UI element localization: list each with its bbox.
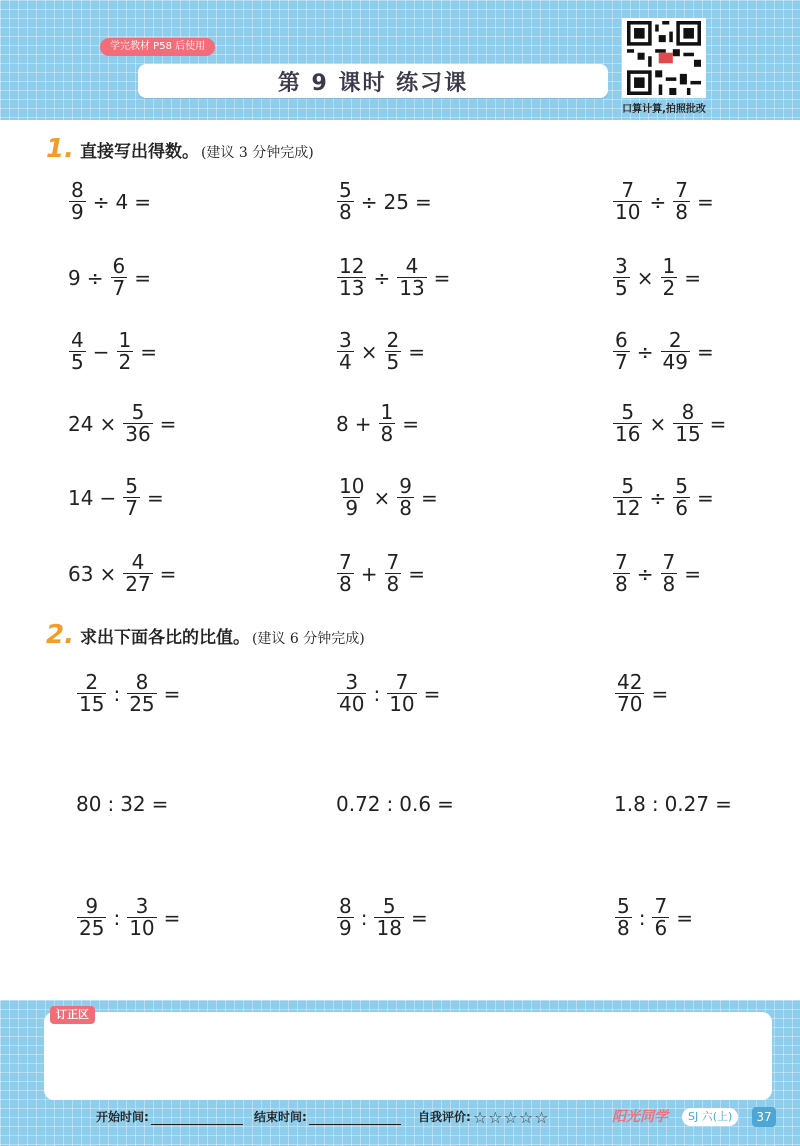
operator: + bbox=[360, 561, 378, 586]
end-time-label: 结束时间: bbox=[254, 1110, 307, 1124]
denominator: 5 bbox=[71, 350, 84, 374]
problem-item bbox=[66, 256, 155, 299]
fraction bbox=[661, 330, 690, 373]
numerator: 4 bbox=[131, 550, 145, 574]
operator: : bbox=[113, 681, 121, 706]
fraction bbox=[127, 896, 156, 939]
operator: ÷ bbox=[649, 485, 667, 510]
fraction bbox=[613, 180, 642, 223]
numerator: 7 bbox=[386, 550, 400, 574]
numerator: 5 bbox=[617, 894, 630, 918]
numerator: 5 bbox=[131, 400, 145, 424]
number: 0.6 bbox=[399, 792, 432, 816]
operator: = bbox=[134, 265, 151, 290]
number: 4 bbox=[115, 189, 129, 214]
section-2-title: 求出下面各比的比值。 bbox=[79, 628, 250, 648]
operator: × bbox=[99, 411, 117, 436]
denominator: 70 bbox=[617, 692, 643, 716]
operator: × bbox=[636, 265, 654, 290]
numerator: 5 bbox=[675, 474, 688, 498]
operator: ÷ bbox=[636, 339, 654, 364]
numerator: 7 bbox=[615, 550, 628, 574]
operator: × bbox=[360, 339, 378, 364]
operator: = bbox=[696, 339, 714, 364]
denominator: 7 bbox=[615, 350, 628, 374]
operator: = bbox=[709, 411, 727, 436]
problem-item bbox=[610, 180, 718, 223]
fraction bbox=[337, 330, 354, 373]
denominator: 9 bbox=[71, 200, 84, 224]
operator: = bbox=[684, 561, 701, 586]
operator: ÷ bbox=[636, 561, 654, 586]
denominator: 2 bbox=[662, 276, 676, 300]
section-1-note: (建议 3 分钟完成) bbox=[200, 145, 314, 161]
problem-item bbox=[74, 896, 184, 939]
operator: : bbox=[373, 681, 381, 706]
problem-item bbox=[66, 552, 180, 595]
numerator: 7 bbox=[621, 178, 635, 202]
operator: = bbox=[159, 561, 177, 586]
problem-item bbox=[610, 256, 705, 299]
numerator: 5 bbox=[621, 400, 635, 424]
fraction bbox=[337, 672, 366, 715]
qr-caption: 口算计算,拍照批改 bbox=[622, 104, 706, 115]
operator: = bbox=[437, 792, 454, 816]
denominator: 25 bbox=[129, 692, 155, 716]
number: 25 bbox=[383, 189, 409, 214]
number: 9 bbox=[68, 265, 81, 290]
denominator: 8 bbox=[662, 572, 676, 596]
brand-logo: 阳光同学 bbox=[612, 1109, 668, 1125]
problem-item bbox=[612, 896, 697, 939]
problem-item bbox=[610, 552, 705, 595]
fraction bbox=[661, 552, 678, 595]
denominator: 8 bbox=[617, 916, 630, 940]
grade-badge: SJ 六(上) bbox=[682, 1108, 738, 1126]
fraction bbox=[613, 552, 630, 595]
denominator: 7 bbox=[125, 496, 138, 520]
numerator: 7 bbox=[654, 894, 668, 918]
number: 0.27 bbox=[664, 792, 710, 816]
numerator: 9 bbox=[85, 894, 99, 918]
self-evaluation-label: 自我评价: bbox=[418, 1110, 471, 1124]
fraction bbox=[337, 256, 366, 299]
qr-code-icon bbox=[625, 21, 703, 95]
section-2-number: 2. bbox=[46, 620, 74, 650]
operator: ÷ bbox=[86, 265, 104, 290]
problem-item bbox=[334, 402, 423, 445]
fraction bbox=[123, 402, 152, 445]
fraction bbox=[379, 402, 396, 445]
denominator: 8 bbox=[386, 572, 400, 596]
fraction bbox=[397, 256, 426, 299]
fraction bbox=[613, 402, 642, 445]
fraction bbox=[387, 672, 416, 715]
fraction bbox=[661, 256, 678, 299]
denominator: 8 bbox=[339, 572, 352, 596]
usage-tag: 学完教材 P58 后使用 bbox=[100, 38, 215, 56]
operator: = bbox=[684, 265, 701, 290]
fraction bbox=[337, 896, 354, 939]
fraction bbox=[337, 476, 366, 519]
operator: : bbox=[107, 792, 115, 816]
section-2-note: (建议 6 分钟完成) bbox=[251, 631, 365, 647]
operator: ÷ bbox=[373, 265, 391, 290]
fraction bbox=[69, 330, 86, 373]
operator: = bbox=[676, 905, 693, 930]
number: 32 bbox=[120, 792, 146, 816]
denominator: 8 bbox=[399, 496, 412, 520]
numerator: 5 bbox=[125, 474, 138, 498]
fraction bbox=[69, 180, 86, 223]
numerator: 1 bbox=[380, 400, 394, 424]
numerator: 8 bbox=[681, 400, 695, 424]
problem-item bbox=[74, 672, 184, 715]
start-time-label: 开始时间: bbox=[96, 1110, 149, 1124]
denominator: 13 bbox=[399, 276, 425, 300]
numerator: 10 bbox=[339, 474, 365, 498]
numerator: 7 bbox=[339, 550, 352, 574]
numerator: 3 bbox=[345, 670, 359, 694]
numerator: 2 bbox=[386, 328, 400, 352]
operator: × bbox=[373, 485, 391, 510]
operator: : bbox=[113, 905, 121, 930]
operator: : bbox=[386, 792, 394, 816]
fraction bbox=[111, 256, 128, 299]
problem-item bbox=[610, 402, 730, 445]
operator: + bbox=[354, 411, 372, 436]
problem-item bbox=[74, 792, 172, 816]
denominator: 16 bbox=[615, 422, 641, 446]
operator: ÷ bbox=[92, 189, 110, 214]
operator: = bbox=[715, 792, 732, 816]
problem-item bbox=[334, 256, 454, 299]
rating-stars-icon[interactable]: ☆☆☆☆☆ bbox=[472, 1108, 550, 1127]
operator: = bbox=[163, 681, 181, 706]
problem-item bbox=[334, 896, 432, 939]
correction-label: 订正区 bbox=[50, 1006, 95, 1024]
operator: ÷ bbox=[649, 189, 667, 214]
denominator: 12 bbox=[615, 496, 641, 520]
fraction bbox=[613, 476, 642, 519]
denominator: 2 bbox=[118, 350, 132, 374]
number: 63 bbox=[68, 561, 94, 586]
numerator: 6 bbox=[112, 254, 126, 278]
denominator: 13 bbox=[339, 276, 365, 300]
fraction bbox=[337, 180, 354, 223]
fraction bbox=[123, 552, 152, 595]
fraction bbox=[673, 180, 690, 223]
operator: : bbox=[638, 905, 646, 930]
section-1-heading bbox=[46, 134, 314, 164]
numerator: 42 bbox=[617, 670, 643, 694]
section-1-title: 直接写出得数。 bbox=[79, 142, 199, 162]
fraction bbox=[77, 672, 106, 715]
numerator: 9 bbox=[399, 474, 412, 498]
fraction bbox=[652, 896, 669, 939]
fraction bbox=[397, 476, 414, 519]
numerator: 2 bbox=[668, 328, 682, 352]
operator: ÷ bbox=[360, 189, 378, 214]
problem-item bbox=[66, 180, 155, 223]
operator: × bbox=[649, 411, 667, 436]
fraction bbox=[385, 552, 402, 595]
problem-item bbox=[612, 672, 672, 715]
problem-item bbox=[334, 180, 436, 223]
operator: = bbox=[651, 681, 669, 706]
denominator: 18 bbox=[376, 916, 402, 940]
title-bar bbox=[138, 64, 608, 98]
denominator: 15 bbox=[79, 692, 105, 716]
denominator: 8 bbox=[675, 200, 688, 224]
operator: = bbox=[696, 485, 714, 510]
problem-item bbox=[612, 792, 736, 816]
fraction bbox=[337, 552, 354, 595]
numerator: 5 bbox=[382, 894, 396, 918]
denominator: 8 bbox=[615, 572, 628, 596]
number: 0.72 bbox=[336, 792, 381, 816]
operator: = bbox=[408, 561, 425, 586]
fraction bbox=[613, 330, 630, 373]
number: 1.8 bbox=[614, 792, 646, 816]
number: 80 bbox=[76, 792, 102, 816]
denominator: 10 bbox=[389, 692, 415, 716]
problem-item bbox=[66, 330, 161, 373]
end-time bbox=[254, 1108, 401, 1125]
denominator: 9 bbox=[345, 496, 359, 520]
operator: = bbox=[140, 339, 157, 364]
fraction bbox=[127, 672, 156, 715]
denominator: 9 bbox=[339, 916, 352, 940]
denominator: 25 bbox=[79, 916, 105, 940]
problem-item bbox=[66, 476, 168, 519]
numerator: 8 bbox=[135, 670, 149, 694]
numerator: 5 bbox=[339, 178, 352, 202]
operator: = bbox=[408, 339, 425, 364]
denominator: 6 bbox=[675, 496, 688, 520]
numerator: 4 bbox=[71, 328, 84, 352]
problem-item bbox=[334, 330, 429, 373]
numerator: 4 bbox=[405, 254, 419, 278]
fraction bbox=[615, 896, 632, 939]
operator: = bbox=[423, 681, 441, 706]
qr-code[interactable] bbox=[622, 18, 706, 98]
section-1-number: 1. bbox=[46, 134, 74, 164]
section-2-heading bbox=[46, 620, 365, 650]
denominator: 10 bbox=[129, 916, 155, 940]
page-title: 第 9 课时 练习课 bbox=[277, 70, 469, 96]
operator: × bbox=[99, 561, 117, 586]
numerator: 6 bbox=[615, 328, 628, 352]
number: 8 bbox=[336, 411, 349, 436]
operator: : bbox=[651, 792, 659, 816]
denominator: 8 bbox=[339, 200, 352, 224]
operator: = bbox=[414, 189, 432, 214]
fraction bbox=[613, 256, 630, 299]
problem-item bbox=[334, 552, 429, 595]
denominator: 15 bbox=[675, 422, 701, 446]
operator: : bbox=[360, 905, 368, 930]
operator: = bbox=[151, 792, 169, 816]
operator: = bbox=[134, 189, 151, 214]
fraction bbox=[123, 476, 140, 519]
denominator: 5 bbox=[386, 350, 400, 374]
denominator: 4 bbox=[339, 350, 352, 374]
operator: = bbox=[433, 265, 451, 290]
numerator: 12 bbox=[339, 254, 365, 278]
numerator: 2 bbox=[85, 670, 99, 694]
start-time bbox=[96, 1108, 243, 1125]
denominator: 40 bbox=[339, 692, 365, 716]
problem-item bbox=[334, 476, 442, 519]
numerator: 5 bbox=[621, 474, 635, 498]
page-number: 37 bbox=[752, 1107, 776, 1127]
denominator: 10 bbox=[615, 200, 641, 224]
correction-area[interactable] bbox=[44, 1012, 772, 1100]
operator: = bbox=[696, 189, 714, 214]
denominator: 27 bbox=[125, 572, 151, 596]
start-time-blank[interactable] bbox=[151, 1111, 243, 1125]
operator: = bbox=[402, 411, 419, 436]
fraction bbox=[385, 330, 402, 373]
problem-item bbox=[334, 672, 444, 715]
numerator: 3 bbox=[615, 254, 628, 278]
problem-item bbox=[610, 476, 718, 519]
denominator: 49 bbox=[662, 350, 688, 374]
operator: = bbox=[410, 905, 428, 930]
numerator: 3 bbox=[135, 894, 149, 918]
numerator: 7 bbox=[675, 178, 688, 202]
denominator: 6 bbox=[654, 916, 668, 940]
numerator: 1 bbox=[662, 254, 676, 278]
number: 24 bbox=[68, 411, 94, 436]
numerator: 7 bbox=[662, 550, 676, 574]
fraction bbox=[615, 672, 644, 715]
fraction bbox=[673, 476, 690, 519]
operator: − bbox=[92, 339, 110, 364]
self-evaluation bbox=[418, 1108, 550, 1125]
problem-item bbox=[66, 402, 180, 445]
fraction bbox=[117, 330, 134, 373]
operator: = bbox=[159, 411, 177, 436]
end-time-blank[interactable] bbox=[309, 1111, 401, 1125]
fraction bbox=[374, 896, 403, 939]
operator: − bbox=[99, 485, 117, 510]
denominator: 36 bbox=[125, 422, 151, 446]
fraction bbox=[673, 402, 702, 445]
numerator: 8 bbox=[339, 894, 352, 918]
operator: = bbox=[146, 485, 164, 510]
operator: = bbox=[420, 485, 438, 510]
denominator: 8 bbox=[380, 422, 394, 446]
denominator: 5 bbox=[615, 276, 628, 300]
problem-item bbox=[334, 792, 458, 816]
fraction bbox=[77, 896, 106, 939]
numerator: 3 bbox=[339, 328, 352, 352]
numerator: 7 bbox=[395, 670, 409, 694]
denominator: 7 bbox=[112, 276, 126, 300]
operator: = bbox=[163, 905, 181, 930]
number: 14 bbox=[68, 485, 94, 510]
numerator: 1 bbox=[118, 328, 132, 352]
numerator: 8 bbox=[71, 178, 84, 202]
problem-item bbox=[610, 330, 718, 373]
